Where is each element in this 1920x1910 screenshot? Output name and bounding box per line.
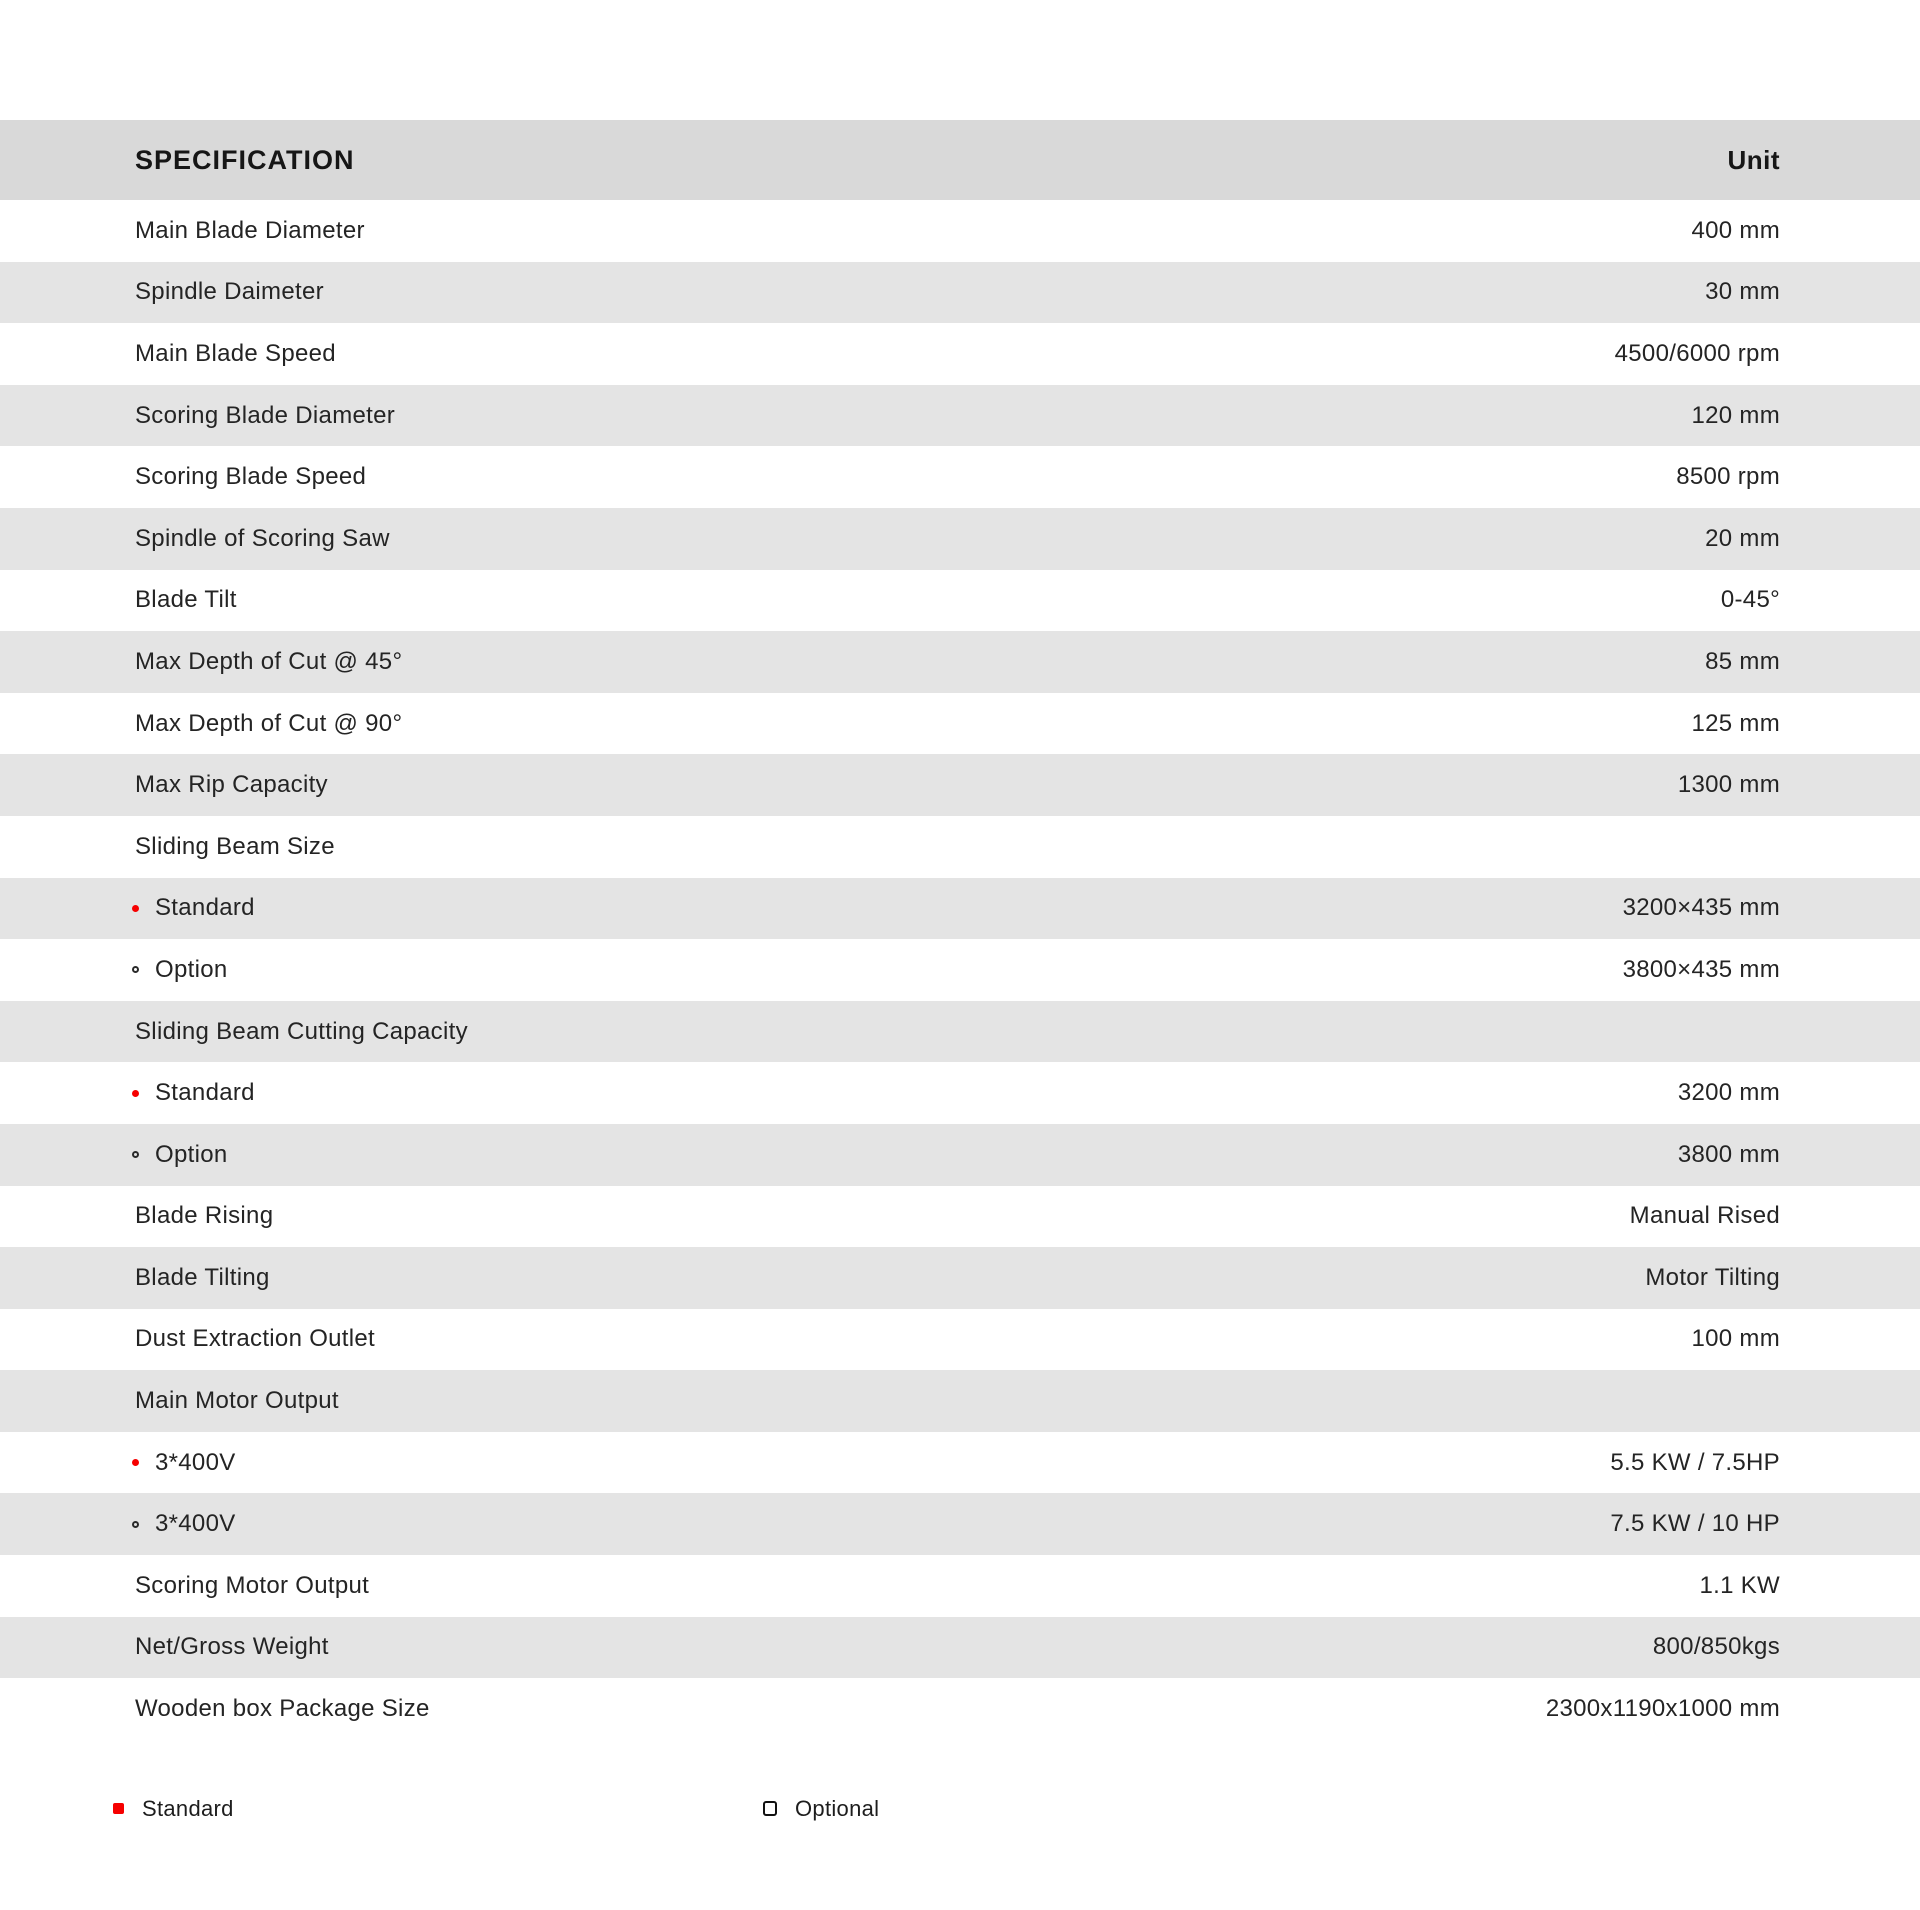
spec-label-cell	[0, 771, 328, 799]
spec-value: 3800 mm	[1677, 1140, 1780, 1168]
legend-standard-label: Standard	[142, 1795, 234, 1821]
column-header-specification: SPECIFICATION	[135, 144, 355, 175]
spec-label-cell	[0, 1325, 375, 1353]
legend-item-standard	[113, 1796, 234, 1822]
spec-label: Scoring Blade Diameter	[135, 401, 396, 429]
table-row	[0, 816, 1920, 878]
spec-label: Dust Extraction Outlet	[135, 1325, 376, 1353]
spec-label-cell	[0, 402, 395, 430]
table-row	[0, 262, 1920, 324]
option-dot-icon	[132, 966, 139, 973]
spec-label-cell	[0, 1449, 236, 1477]
spec-label-cell	[0, 1695, 430, 1723]
table-row	[0, 446, 1920, 508]
table-row	[0, 1370, 1920, 1432]
spec-label: Main Motor Output	[135, 1387, 339, 1415]
spec-label-cell	[0, 1141, 228, 1169]
table-row	[0, 754, 1920, 816]
table-row	[0, 385, 1920, 447]
spec-value: 1.1 KW	[1699, 1571, 1780, 1599]
spec-label: Option	[155, 1140, 228, 1168]
spec-value: 85 mm	[1705, 647, 1780, 675]
option-dot-icon	[132, 1151, 139, 1158]
spec-label-cell	[0, 1079, 255, 1107]
legend-item-optional	[763, 1796, 879, 1822]
column-header-unit: Unit	[1727, 144, 1780, 175]
spec-value: 8500 rpm	[1676, 463, 1780, 491]
spec-label-cell	[0, 1633, 329, 1661]
spec-label: Standard	[155, 1079, 255, 1107]
spec-label: Spindle Daimeter	[135, 278, 324, 306]
spec-label-cell	[0, 1387, 339, 1415]
table-row	[0, 1309, 1920, 1371]
standard-dot-icon	[132, 905, 139, 912]
spec-value: 5.5 KW / 7.5HP	[1610, 1448, 1780, 1476]
spec-label-cell	[0, 1202, 273, 1230]
legend	[0, 1796, 1920, 1822]
table-row	[0, 693, 1920, 755]
spec-label-cell	[0, 833, 335, 861]
spec-label-cell	[0, 586, 237, 614]
spec-value: 7.5 KW / 10 HP	[1610, 1510, 1780, 1538]
table-header-row	[0, 120, 1920, 200]
spec-label-cell	[0, 710, 402, 738]
spec-label: Standard	[155, 894, 255, 922]
spec-value: 1300 mm	[1677, 771, 1780, 799]
standard-square-icon	[113, 1803, 124, 1814]
spec-value: 30 mm	[1705, 278, 1780, 306]
spec-value: 800/850kgs	[1652, 1633, 1780, 1661]
spec-label-cell	[0, 1264, 270, 1292]
table-row	[0, 200, 1920, 262]
table-row	[0, 631, 1920, 693]
table-row	[0, 508, 1920, 570]
spec-label-cell	[0, 1510, 236, 1538]
spec-value: 2300x1190x1000 mm	[1545, 1695, 1780, 1723]
spec-label: Main Blade Speed	[135, 339, 336, 367]
spec-label-cell	[0, 956, 228, 984]
spec-value: 400 mm	[1691, 216, 1780, 244]
spec-label-cell	[0, 648, 402, 676]
standard-dot-icon	[132, 1090, 139, 1097]
spec-label: Scoring Motor Output	[135, 1571, 370, 1599]
spec-label-cell	[0, 1572, 369, 1600]
spec-label: 3*400V	[155, 1448, 236, 1476]
spec-label: Scoring Blade Speed	[135, 463, 367, 491]
table-row	[0, 1186, 1920, 1248]
spec-label: Option	[155, 955, 228, 983]
spec-label-cell	[0, 463, 366, 491]
spec-label: Sliding Beam Size	[135, 832, 335, 860]
legend-optional-label: Optional	[795, 1795, 880, 1821]
spec-label: Blade Tilt	[135, 586, 237, 614]
standard-dot-icon	[132, 1459, 139, 1466]
spec-label: Net/Gross Weight	[135, 1633, 329, 1661]
spec-label: Max Depth of Cut @ 45°	[135, 647, 403, 675]
spec-label: Max Rip Capacity	[135, 771, 328, 799]
spec-value: 4500/6000 rpm	[1614, 339, 1780, 367]
spec-label: Main Blade Diameter	[135, 216, 365, 244]
table-row	[0, 1678, 1920, 1740]
table-row	[0, 1432, 1920, 1494]
spec-label: Sliding Beam Cutting Capacity	[135, 1017, 468, 1045]
spec-label: Spindle of Scoring Saw	[135, 524, 390, 552]
table-row	[0, 1062, 1920, 1124]
spec-label: Wooden box Package Size	[135, 1695, 430, 1723]
table-row	[0, 1493, 1920, 1555]
spec-value: 125 mm	[1691, 709, 1780, 737]
spec-label-cell	[0, 340, 336, 368]
spec-value: 3800×435 mm	[1622, 955, 1780, 983]
table-row	[0, 570, 1920, 632]
optional-square-icon	[763, 1801, 777, 1816]
spec-label-cell	[0, 278, 324, 306]
spec-label-cell	[0, 1018, 468, 1046]
spec-value: 3200×435 mm	[1622, 894, 1780, 922]
option-dot-icon	[132, 1521, 139, 1528]
spec-value: 3200 mm	[1677, 1079, 1780, 1107]
table-row	[0, 1001, 1920, 1063]
table-body	[0, 200, 1920, 1740]
spec-label-cell	[0, 217, 365, 245]
spec-value: Motor Tilting	[1645, 1263, 1780, 1291]
table-row	[0, 1555, 1920, 1617]
table-row	[0, 939, 1920, 1001]
spec-label: Blade Tilting	[135, 1263, 270, 1291]
spec-value: 120 mm	[1691, 401, 1780, 429]
spec-label-cell	[0, 894, 255, 922]
table-row	[0, 1617, 1920, 1679]
table-row	[0, 878, 1920, 940]
spec-value: 20 mm	[1705, 524, 1780, 552]
spec-label: 3*400V	[155, 1510, 236, 1538]
spec-label: Blade Rising	[135, 1202, 274, 1230]
spec-value: 100 mm	[1691, 1325, 1780, 1353]
table-row	[0, 323, 1920, 385]
spec-value: Manual Rised	[1629, 1202, 1780, 1230]
table-row	[0, 1124, 1920, 1186]
table-row	[0, 1247, 1920, 1309]
spec-value: 0-45°	[1720, 586, 1780, 614]
spec-label-cell	[0, 525, 390, 553]
spec-label: Max Depth of Cut @ 90°	[135, 709, 403, 737]
